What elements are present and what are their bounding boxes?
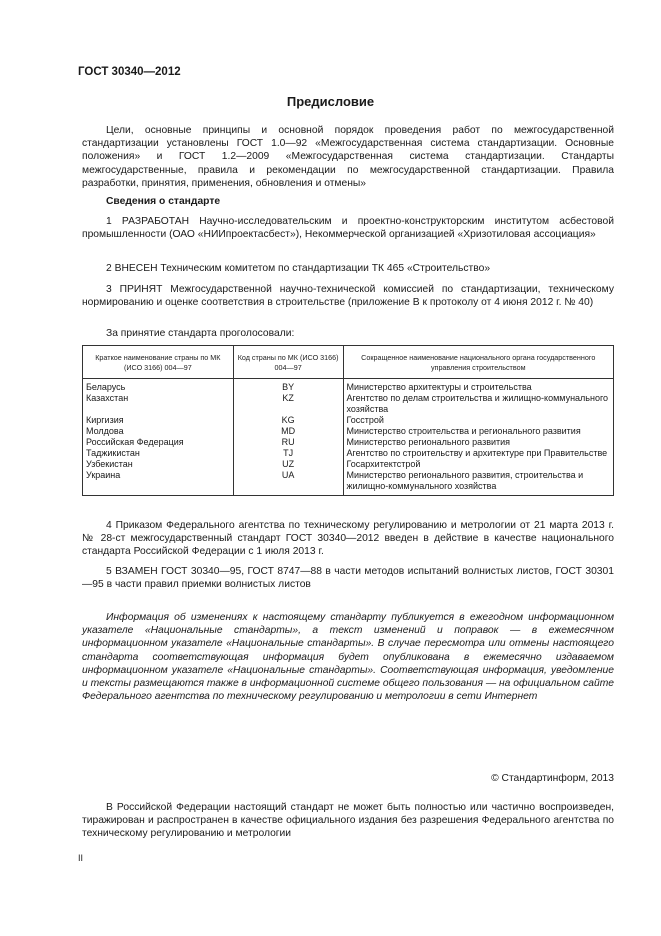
cell-code: BY bbox=[233, 379, 343, 394]
item-adopted: 3 ПРИНЯТ Межгосударственной научно-технической комиссией по стандартизации, техническому нормированию и оценке соответствия в строительстве (приложение В к протоколу от 4 июня 2012 г. № 40) bbox=[82, 284, 614, 309]
cell-code: UA bbox=[233, 470, 343, 496]
item-developed: 1 РАЗРАБОТАН Научно-исследовательским и проектно-конструкторским институтом асбестовой промышленности (ОАО «НИИпроектасбест»), Некоммерческой организацией «Хризотиловая ассоциация» bbox=[82, 216, 614, 241]
copyright-line: © Стандартинформ, 2013 bbox=[491, 773, 614, 784]
table-row bbox=[83, 379, 614, 394]
cell-country: Таджикистан bbox=[83, 448, 234, 459]
section-subheading: Сведения о стандарте bbox=[106, 196, 221, 207]
info-notice: Информация об изменениях к настоящему стандарту публикуется в ежегодном информационном указателе «Национальные стандарты», а текст изменений и поправок — в ежемесячном информационном указателе «Национальные стандарты». В случае пересмотра или отмены настоящего стандарта соответствующая информация будет опубликована в ежемесячно издаваемом информационном указателе «Национальные стандарты». Соответствующая информация, уведомление и тексты размещаются также в информационной системе общего пользования — на официальном сайте Федерального агентства по техническому регулированию и метрологии в сети Интернет bbox=[82, 612, 614, 703]
cell-authority: Министерство регионального развития bbox=[343, 437, 614, 448]
voting-table bbox=[82, 345, 614, 496]
reproduction-notice: В Российской Федерации настоящий стандарт не может быть полностью или частично воспроизведен, тиражирован и распространен в качестве официального издания без разрешения Федерального агентства по техническому регулированию и метрологии bbox=[82, 802, 614, 840]
cell-authority: Министерство строительства и регионального развития bbox=[343, 426, 614, 437]
page-number: II bbox=[78, 853, 84, 863]
header-authority: Сокращенное наименование национального органа государственного управления строительством bbox=[343, 346, 614, 379]
header-code: Код страны по МК (ИСО 3166) 004—97 bbox=[233, 346, 343, 379]
header-country: Краткое наименование страны по МК (ИСО 3166) 004—97 bbox=[83, 346, 234, 379]
item-replaces: 5 ВЗАМЕН ГОСТ 30340—95, ГОСТ 8747—88 в части методов испытаний волнистых листов, ГОСТ 30301—95 в части правил приемки волнистых листов bbox=[82, 566, 614, 591]
cell-authority: Госархитектстрой bbox=[343, 459, 614, 470]
cell-authority: Министерство архитектуры и строительства bbox=[343, 379, 614, 394]
page-title: Предисловие bbox=[286, 94, 375, 109]
table-row bbox=[83, 393, 614, 415]
voted-caption: За принятие стандарта проголосовали: bbox=[106, 328, 295, 339]
table-row bbox=[83, 448, 614, 459]
cell-country: Российская Федерация bbox=[83, 437, 234, 448]
table-row bbox=[83, 415, 614, 426]
table-row bbox=[83, 459, 614, 470]
cell-code: KG bbox=[233, 415, 343, 426]
cell-country: Казахстан bbox=[83, 393, 234, 415]
cell-authority: Агентство по строительству и архитектуре при Правительстве bbox=[343, 448, 614, 459]
cell-code: UZ bbox=[233, 459, 343, 470]
cell-code: MD bbox=[233, 426, 343, 437]
intro-paragraph: Цели, основные принципы и основной порядок проведения работ по межгосударственной стандартизации установлены ГОСТ 1.0—92 «Межгосударственная система стандартизации. Основные положения» и ГОСТ 1.2—2009 «Межгосударственная система стандартизации. Стандарты межгосударственные, правила и рекомендации по межгосударственной стандартизации. Правила разработки, принятия, применения, обновления и отмены» bbox=[82, 125, 614, 189]
table-header-row bbox=[83, 346, 614, 379]
cell-authority: Агентство по делам строительства и жилищно-коммунального хозяйства bbox=[343, 393, 614, 415]
item-order: 4 Приказом Федерального агентства по техническому регулированию и метрологии от 21 марта 2013 г. № 28-ст межгосударственный стандарт ГОСТ 30340—2012 введен в действие в качестве национального стандарта Российской Федерации с 1 июля 2013 г. bbox=[82, 520, 614, 558]
cell-authority: Госстрой bbox=[343, 415, 614, 426]
table-row bbox=[83, 470, 614, 496]
cell-country: Украина bbox=[83, 470, 234, 496]
cell-country: Беларусь bbox=[83, 379, 234, 394]
cell-code: KZ bbox=[233, 393, 343, 415]
cell-country: Молдова bbox=[83, 426, 234, 437]
cell-country: Киргизия bbox=[83, 415, 234, 426]
item-submitted: 2 ВНЕСЕН Техническим комитетом по стандартизации ТК 465 «Строительство» bbox=[106, 263, 491, 274]
cell-authority: Министерство регионального развития, строительства и жилищно-коммунального хозяйства bbox=[343, 470, 614, 496]
cell-country: Узбекистан bbox=[83, 459, 234, 470]
cell-code: TJ bbox=[233, 448, 343, 459]
table-row bbox=[83, 426, 614, 437]
document-id-header: ГОСТ 30340—2012 bbox=[78, 66, 181, 78]
table-row bbox=[83, 437, 614, 448]
cell-code: RU bbox=[233, 437, 343, 448]
